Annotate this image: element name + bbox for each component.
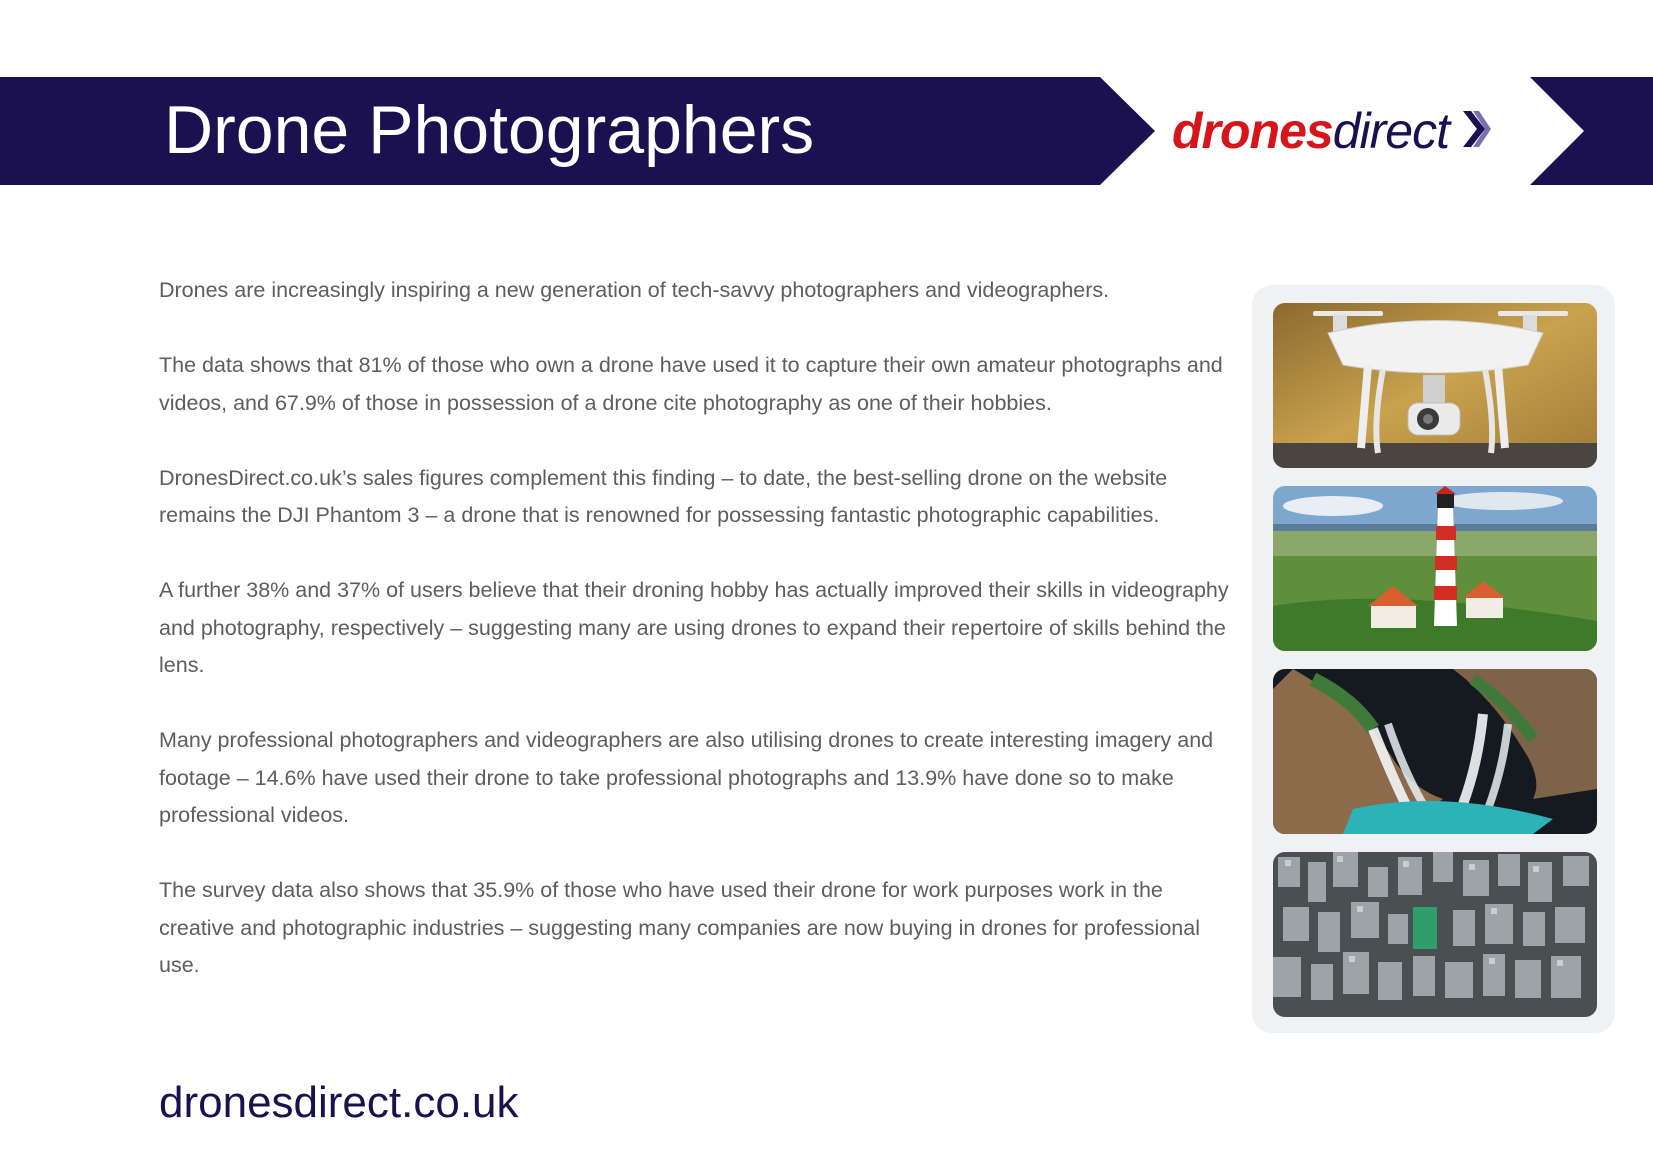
article-body [159, 272, 1239, 1022]
paragraph-sales-figures: DronesDirect.co.uk’s sales figures complement this finding – to date, the best-selling drone on the website remains the DJI Phantom 3 – a drone that is renowned for possessing fantastic photographic capabilities. [159, 465, 1168, 527]
double-chevron-right-icon [1461, 109, 1491, 154]
logo-word-drones: drones [1172, 103, 1333, 159]
paragraph-skills-improvement: A further 38% and 37% of users believe that their droning hobby has actually improved their skills in videography and photography, respectively – suggesting many are using drones to expand their repertoire of skills behind the lens. [159, 578, 1229, 677]
city-aerial-photo [1273, 852, 1597, 1017]
dronesdirect-logo [1172, 100, 1491, 162]
footer-website-url[interactable]: dronesdirect.co.uk [159, 1078, 519, 1127]
paragraph-survey-industries: The survey data also shows that 35.9% of those who have used their drone for work purposes work in the creative and photographic industries – suggesting many companies are now buying in drones for professional use. [159, 878, 1200, 977]
paragraph-ownership-stats: The data shows that 81% of those who own a drone have used it to capture their own amateur photographs and videos, and 67.9% of those in possession of a drone cite photography as one of their hobbies. [159, 353, 1223, 415]
logo-word-direct: direct [1332, 103, 1449, 159]
paragraph-professional-use: Many professional photographers and videographers are also utilising drones to create interesting imagery and footage – 14.6% have used their drone to take professional photographs and 13.9% have done so to make professional videos. [159, 728, 1214, 827]
lighthouse-photo [1273, 486, 1597, 651]
paragraph-intro: Drones are increasingly inspiring a new generation of tech-savvy photographers and videographers. [159, 278, 1110, 302]
waterfall-photo [1273, 669, 1597, 834]
drone-photo [1273, 303, 1597, 468]
page-title: Drone Photographers [164, 92, 815, 168]
